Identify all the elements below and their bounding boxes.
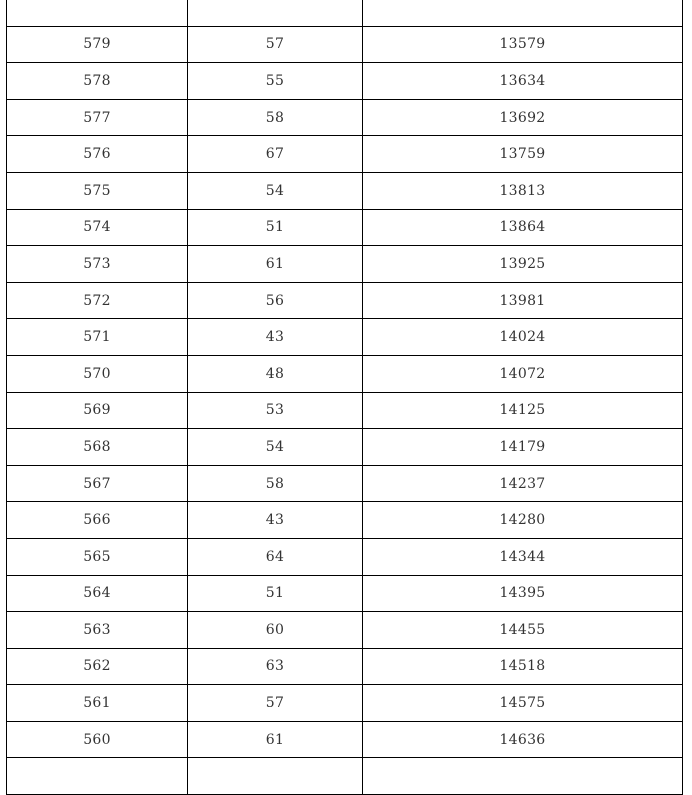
count-cell: 51 (188, 209, 363, 246)
cumulative-cell: 14024 (363, 319, 683, 356)
score-table-body (7, 0, 683, 795)
cumulative-cell: 13981 (363, 282, 683, 319)
count-cell: 43 (188, 502, 363, 539)
score-cell: 578 (7, 63, 188, 100)
score-cell: 565 (7, 538, 188, 575)
count-cell: 54 (188, 429, 363, 466)
table-row (7, 758, 683, 795)
cumulative-cell: 13925 (363, 246, 683, 283)
score-cell: 576 (7, 136, 188, 173)
table-row (7, 392, 683, 429)
count-cell: 56 (188, 282, 363, 319)
count-cell: 58 (188, 465, 363, 502)
count-cell: 57 (188, 685, 363, 722)
count-cell: 55 (188, 63, 363, 100)
score-cell: 572 (7, 282, 188, 319)
table-row (7, 99, 683, 136)
cumulative-cell: 14518 (363, 648, 683, 685)
count-cell: 43 (188, 319, 363, 356)
table-row (7, 429, 683, 466)
table-row (7, 209, 683, 246)
table-row (7, 246, 683, 283)
cumulative-cell: 14636 (363, 721, 683, 758)
table-row (7, 538, 683, 575)
cumulative-cell: 13692 (363, 99, 683, 136)
score-cell: 562 (7, 648, 188, 685)
table-row (7, 465, 683, 502)
cumulative-cell: 14280 (363, 502, 683, 539)
count-cell: 61 (188, 721, 363, 758)
count-cell (188, 0, 363, 26)
score-cell: 570 (7, 355, 188, 392)
table-row (7, 136, 683, 173)
count-cell: 67 (188, 136, 363, 173)
cumulative-cell: 13864 (363, 209, 683, 246)
cumulative-cell: 14575 (363, 685, 683, 722)
count-cell: 63 (188, 648, 363, 685)
table-row (7, 282, 683, 319)
score-cell (7, 0, 188, 26)
table-row (7, 721, 683, 758)
count-cell: 54 (188, 172, 363, 209)
score-cell: 575 (7, 172, 188, 209)
count-cell: 53 (188, 392, 363, 429)
score-cell (7, 758, 188, 795)
count-cell: 57 (188, 26, 363, 63)
cumulative-cell: 14237 (363, 465, 683, 502)
score-cell: 577 (7, 99, 188, 136)
table-row (7, 648, 683, 685)
table-row (7, 26, 683, 63)
count-cell: 60 (188, 612, 363, 649)
table-row (7, 0, 683, 26)
score-cell: 566 (7, 502, 188, 539)
count-cell: 58 (188, 99, 363, 136)
table-row (7, 172, 683, 209)
cumulative-cell: 13813 (363, 172, 683, 209)
score-table-container (6, 0, 682, 795)
count-cell: 64 (188, 538, 363, 575)
cumulative-cell: 14179 (363, 429, 683, 466)
table-row (7, 502, 683, 539)
score-cell: 579 (7, 26, 188, 63)
score-cell: 560 (7, 721, 188, 758)
cumulative-cell: 14344 (363, 538, 683, 575)
table-row (7, 319, 683, 356)
cumulative-cell (363, 0, 683, 26)
score-cell: 574 (7, 209, 188, 246)
cumulative-cell: 13579 (363, 26, 683, 63)
table-row (7, 63, 683, 100)
score-cell: 564 (7, 575, 188, 612)
table-row (7, 612, 683, 649)
score-cell: 567 (7, 465, 188, 502)
score-cell: 563 (7, 612, 188, 649)
score-cell: 569 (7, 392, 188, 429)
table-row (7, 355, 683, 392)
count-cell (188, 758, 363, 795)
score-table (6, 0, 683, 795)
count-cell: 48 (188, 355, 363, 392)
count-cell: 61 (188, 246, 363, 283)
count-cell: 51 (188, 575, 363, 612)
cumulative-cell: 13759 (363, 136, 683, 173)
cumulative-cell: 14395 (363, 575, 683, 612)
cumulative-cell: 14072 (363, 355, 683, 392)
score-cell: 561 (7, 685, 188, 722)
table-row (7, 685, 683, 722)
score-cell: 568 (7, 429, 188, 466)
cumulative-cell: 13634 (363, 63, 683, 100)
score-cell: 573 (7, 246, 188, 283)
score-cell: 571 (7, 319, 188, 356)
cumulative-cell: 14455 (363, 612, 683, 649)
cumulative-cell: 14125 (363, 392, 683, 429)
table-row (7, 575, 683, 612)
cumulative-cell (363, 758, 683, 795)
